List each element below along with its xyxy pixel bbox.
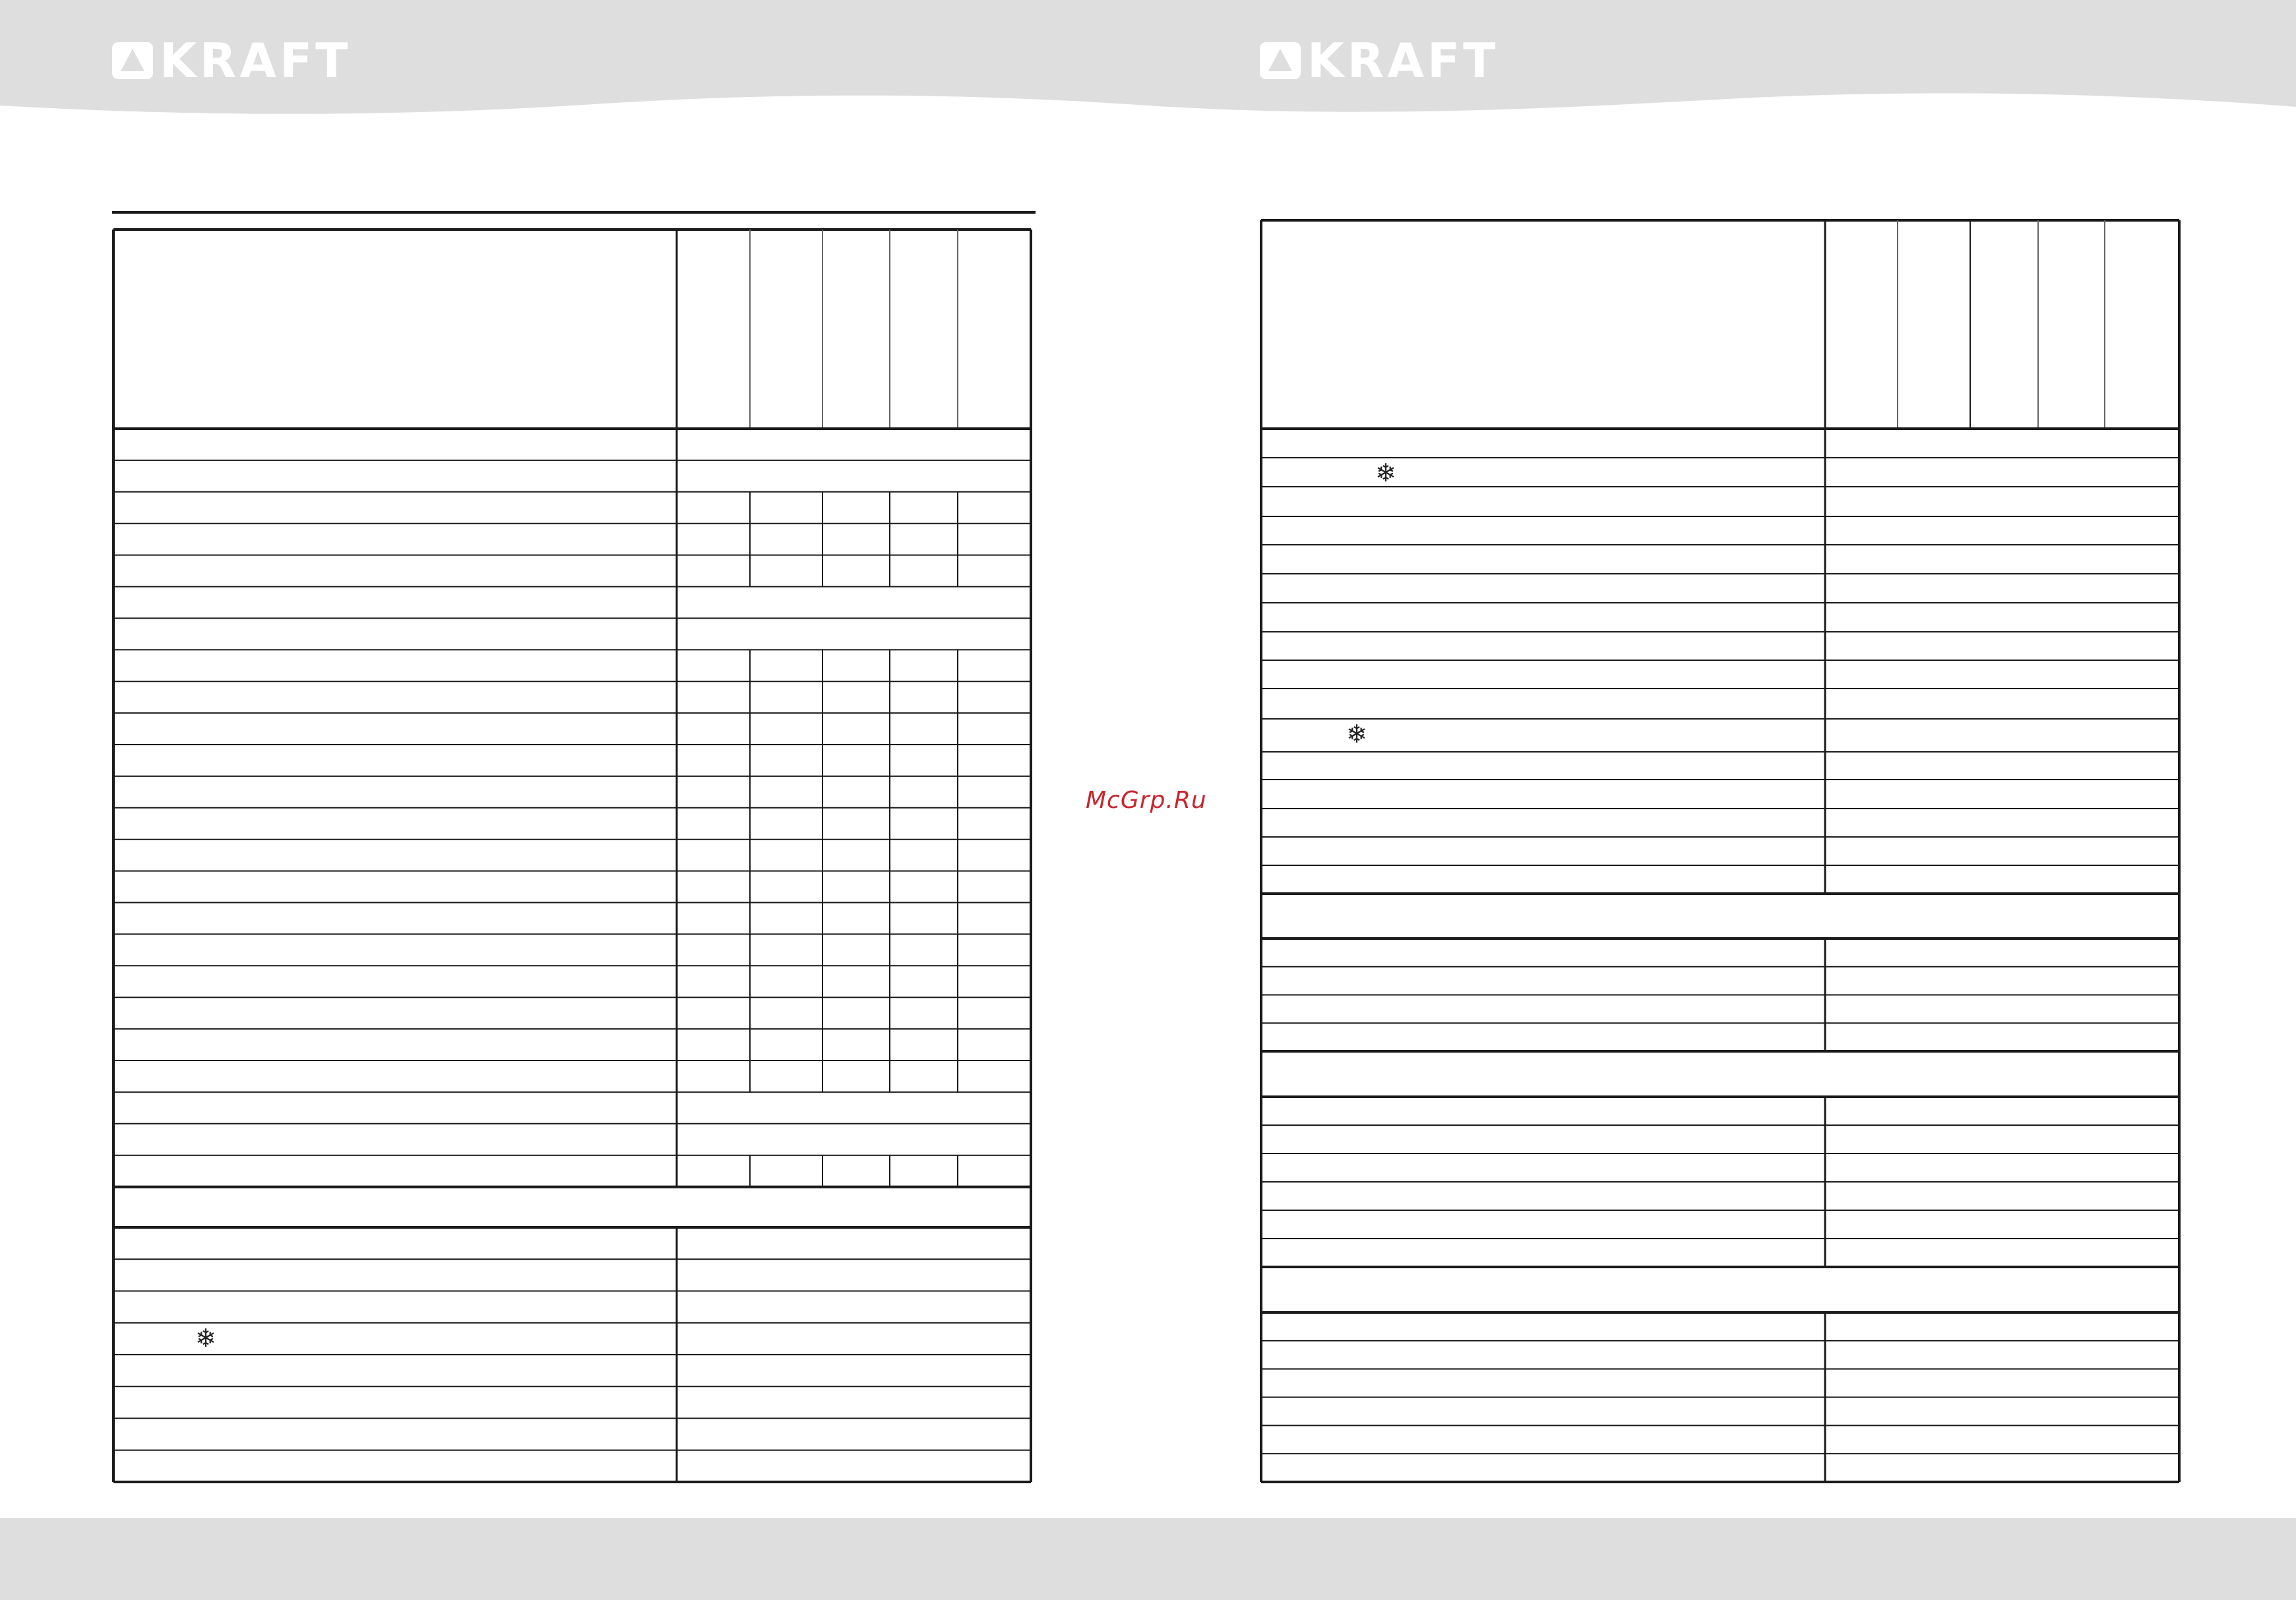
snowflake-icon: ❄ bbox=[1375, 458, 1396, 487]
kraft-logo-text: KRAFT bbox=[1307, 33, 1499, 88]
snowflake-icon: ❄ bbox=[1346, 720, 1367, 749]
kraft-logo-text: KRAFT bbox=[160, 33, 352, 88]
snowflake-icon: ❄ bbox=[195, 1323, 216, 1353]
watermark-text: McGrp.Ru bbox=[1086, 787, 1207, 814]
